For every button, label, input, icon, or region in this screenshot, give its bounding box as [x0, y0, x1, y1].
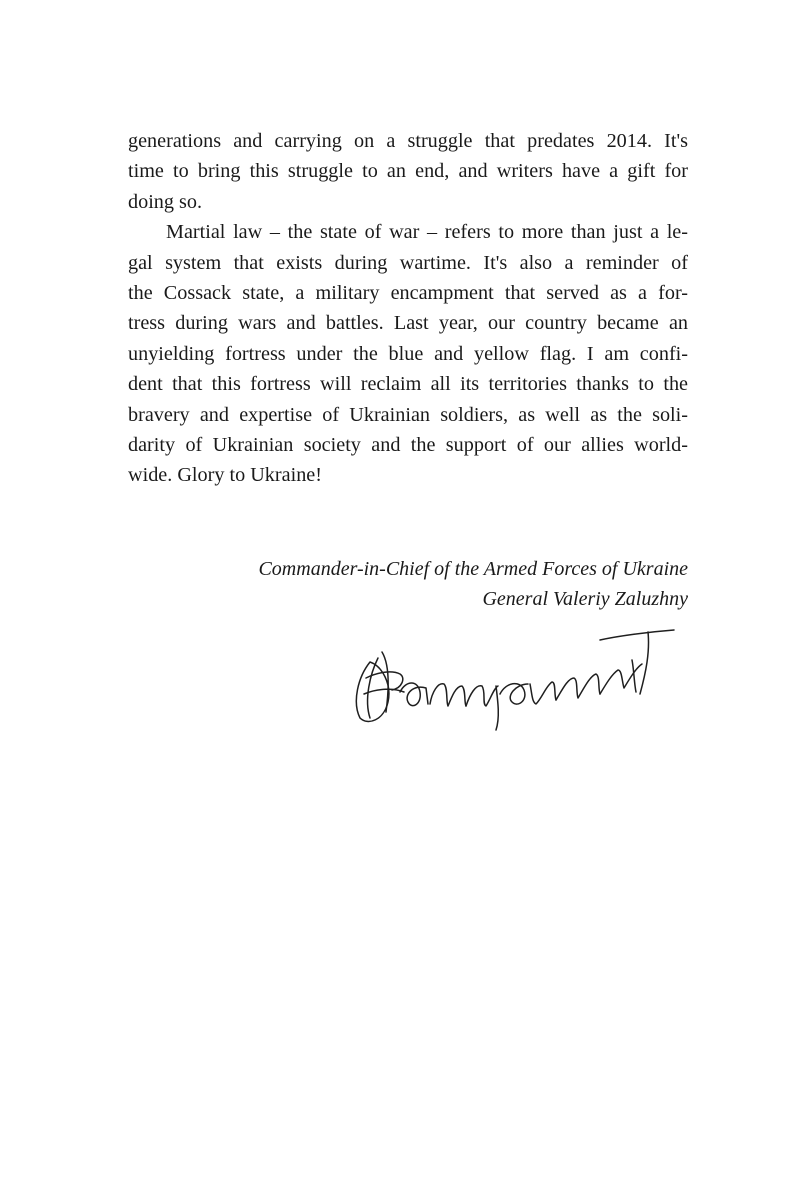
text-line: generations and carrying on a struggle that predates 2014. It's — [128, 130, 688, 152]
text-line: wide. Glory to Ukraine! — [128, 464, 322, 487]
text-line: time to bring this struggle to an end, and writers have a gift for — [128, 160, 688, 183]
signatory-name: General Valeriy Zaluzhny — [482, 588, 688, 610]
text-line: darity of Ukrainian society and the support of our allies world- — [128, 433, 688, 456]
text-line: bravery and expertise of Ukrainian soldiers, as well as the soli- — [128, 403, 688, 426]
body-text — [128, 126, 688, 491]
text-line: doing so. — [128, 190, 203, 213]
signatory-title: Commander-in-Chief of the Armed Forces of Ukraine — [258, 558, 688, 580]
signature-block — [258, 554, 688, 614]
text-line: gal system that exists during wartime. It's also a reminder of — [128, 251, 688, 274]
text-line: the Cossack state, a military encampment that served as a for- — [128, 281, 688, 304]
text-line: unyielding fortress under the blue and yellow flag. I am confi- — [128, 342, 688, 365]
handwritten-signature — [348, 622, 683, 732]
text-line: dent that this fortress will reclaim all its territories thanks to the — [128, 373, 688, 396]
text-line: tress during wars and battles. Last year, our country became an — [128, 312, 688, 335]
text-line: Martial law – the state of war – refers to more than just a le- — [166, 221, 688, 244]
